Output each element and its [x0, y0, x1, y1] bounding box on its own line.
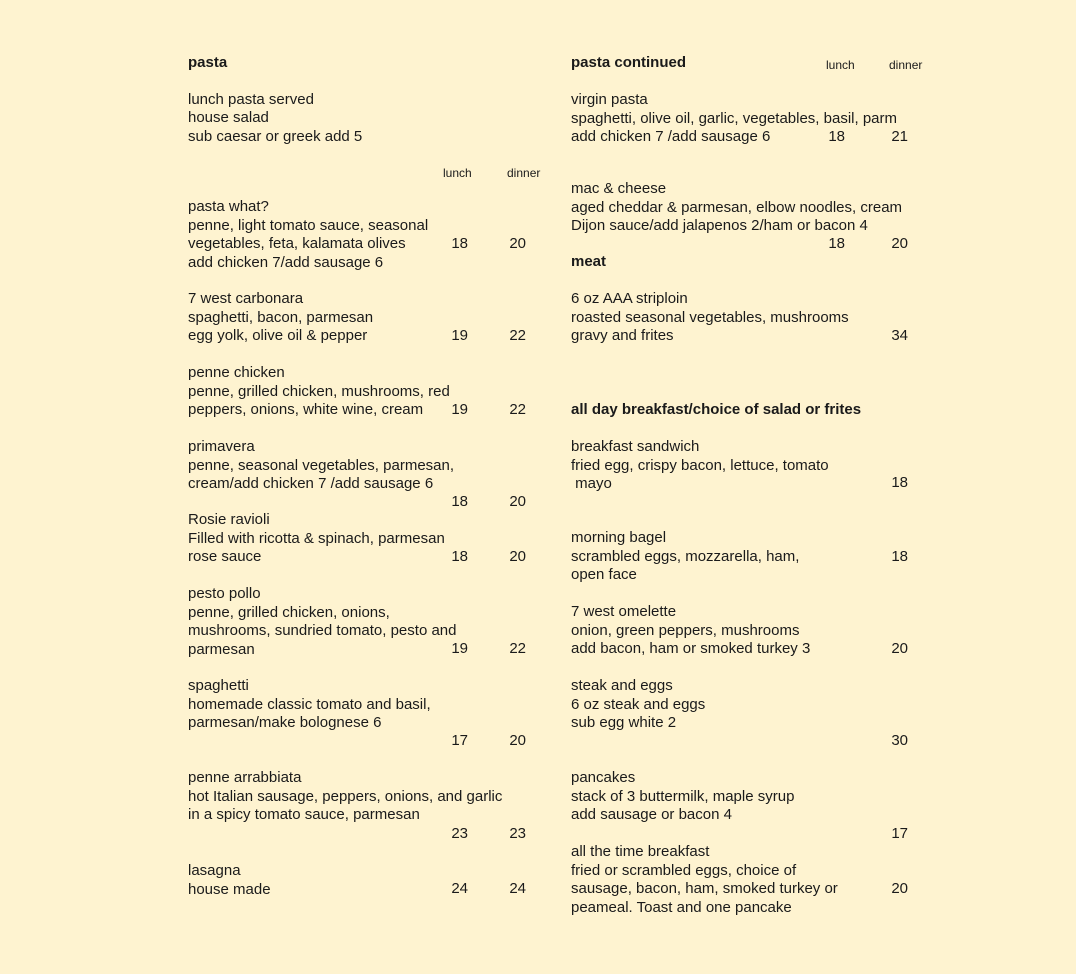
section-heading-breakfast: all day breakfast/choice of salad or frites	[571, 401, 862, 418]
price-dinner: 17	[891, 825, 908, 842]
section-heading-pasta: pasta	[188, 54, 228, 71]
menu-item-description: fried or scrambled eggs, choice of	[571, 861, 797, 879]
menu-item-name: all the time breakfast	[571, 843, 710, 860]
price-lunch: 17	[451, 732, 468, 749]
menu-item-name: pancakes	[571, 769, 636, 786]
column-header-dinner: dinner	[507, 166, 541, 180]
section-heading-meat: meat	[571, 253, 607, 270]
menu-item-description: roasted seasonal vegetables, mushrooms	[571, 308, 849, 326]
price-dinner: 18	[891, 548, 908, 565]
menu-item-description: parmesan	[188, 640, 255, 658]
menu-item-name: pasta what?	[188, 198, 269, 215]
menu-item-description: penne, grilled chicken, mushrooms, red	[188, 382, 450, 400]
menu-item-name: Rosie ravioli	[188, 511, 270, 528]
price-dinner: 22	[509, 640, 526, 657]
menu-item-description: parmesan/make bolognese 6	[188, 714, 382, 731]
menu-item-description: sub egg white 2	[571, 714, 677, 731]
column-header-lunch: lunch	[443, 166, 472, 180]
menu-item-description: add chicken 7/add sausage 6	[188, 253, 384, 271]
menu-item-description: in a spicy tomato sauce, parmesan	[188, 806, 420, 823]
price-dinner: 20	[891, 640, 908, 657]
menu-item-description: add sausage or bacon 4	[571, 806, 732, 823]
menu-item-description: homemade classic tomato and basil,	[188, 695, 431, 713]
menu-item-description: penne, light tomato sauce, seasonal	[188, 216, 429, 234]
menu-item-name: pesto pollo	[188, 585, 261, 602]
menu-item-description: hot Italian sausage, peppers, onions, and garlic	[188, 787, 503, 805]
menu-item-name: 7 west carbonara	[188, 290, 304, 307]
menu-item-name: penne arrabbiata	[188, 769, 302, 786]
menu-item-description: rose sauce	[188, 548, 262, 565]
section-heading-pasta-continued: pasta continued	[571, 54, 687, 71]
price-dinner: 20	[509, 235, 526, 252]
price-lunch: 18	[451, 493, 468, 510]
price-lunch: 19	[451, 401, 468, 418]
price-lunch: 19	[451, 640, 468, 657]
menu-item-description: fried egg, crispy bacon, lettuce, tomato	[571, 456, 829, 474]
price-dinner: 20	[509, 493, 526, 510]
price-lunch: 24	[451, 880, 468, 897]
menu-item-name: morning bagel	[571, 529, 667, 546]
menu-item-description: stack of 3 buttermilk, maple syrup	[571, 787, 795, 805]
price-lunch: 23	[451, 825, 468, 842]
menu-item-name: virgin pasta	[571, 91, 648, 108]
menu-item-description: spaghetti, bacon, parmesan	[188, 308, 374, 326]
menu-item-description: mayo	[571, 475, 612, 492]
price-dinner: 22	[509, 327, 526, 344]
price-dinner: 22	[509, 401, 526, 418]
intro-line: lunch pasta served	[188, 91, 314, 108]
price-dinner: 24	[509, 880, 526, 897]
menu-item-description: egg yolk, olive oil & pepper	[188, 327, 368, 344]
menu-item-name: penne chicken	[188, 364, 285, 381]
menu-item-description: add chicken 7 /add sausage 6	[571, 128, 771, 145]
column-header-dinner: dinner	[889, 58, 923, 72]
menu-item-description: open face	[571, 566, 637, 583]
price-lunch: 18	[828, 235, 845, 252]
menu-item-description: add bacon, ham or smoked turkey 3	[571, 640, 811, 657]
intro-line: sub caesar or greek add 5	[188, 128, 363, 145]
menu-item-name: 6 oz AAA striploin	[571, 290, 688, 307]
price-dinner: 20	[509, 732, 526, 749]
menu-item-description: vegetables, feta, kalamata olives	[188, 235, 406, 252]
column-header-lunch: lunch	[826, 58, 855, 72]
price-lunch: 18	[451, 548, 468, 565]
menu-item-description: gravy and frites	[571, 327, 674, 344]
menu-item-description: onion, green peppers, mushrooms	[571, 621, 800, 639]
price-dinner: 30	[891, 732, 908, 749]
menu-item-description: cream/add chicken 7 /add sausage 6	[188, 475, 434, 492]
price-lunch: 18	[828, 128, 845, 145]
price-dinner: 34	[891, 327, 908, 344]
menu-item-description: mushrooms, sundried tomato, pesto and	[188, 622, 457, 639]
menu-item-description: sausage, bacon, ham, smoked turkey or	[571, 880, 838, 897]
menu-item-description: 6 oz steak and eggs	[571, 695, 706, 713]
menu-item-name: steak and eggs	[571, 677, 673, 694]
menu-item-name: spaghetti	[188, 677, 249, 694]
price-dinner: 20	[891, 880, 908, 897]
menu-item-description: house made	[188, 880, 271, 898]
menu-item-name: mac & cheese	[571, 180, 667, 197]
menu-item-description: penne, seasonal vegetables, parmesan,	[188, 456, 455, 474]
menu-item-name: breakfast sandwich	[571, 438, 700, 455]
menu-item-description: Filled with ricotta & spinach, parmesan	[188, 529, 445, 547]
menu-item-name: lasagna	[188, 862, 241, 879]
price-dinner: 21	[891, 128, 908, 145]
menu-item-description: penne, grilled chicken, onions,	[188, 603, 390, 621]
price-dinner: 18	[891, 474, 908, 491]
intro-line: house salad	[188, 109, 269, 126]
menu-item-description: peameal. Toast and one pancake	[571, 898, 792, 916]
price-dinner: 23	[509, 825, 526, 842]
price-lunch: 18	[451, 235, 468, 252]
price-dinner: 20	[509, 548, 526, 565]
menu-item-description: scrambled eggs, mozzarella, ham,	[571, 547, 800, 565]
menu-item-description: spaghetti, olive oil, garlic, vegetables, basil, parm	[571, 109, 898, 127]
menu-item-name: primavera	[188, 438, 255, 455]
price-lunch: 19	[451, 327, 468, 344]
menu-item-name: 7 west omelette	[571, 603, 677, 620]
menu-item-description: peppers, onions, white wine, cream	[188, 401, 424, 418]
menu-item-description: Dijon sauce/add jalapenos 2/ham or bacon 4	[571, 217, 868, 234]
menu-item-description: aged cheddar & parmesan, elbow noodles, cream	[571, 198, 903, 216]
price-dinner: 20	[891, 235, 908, 252]
